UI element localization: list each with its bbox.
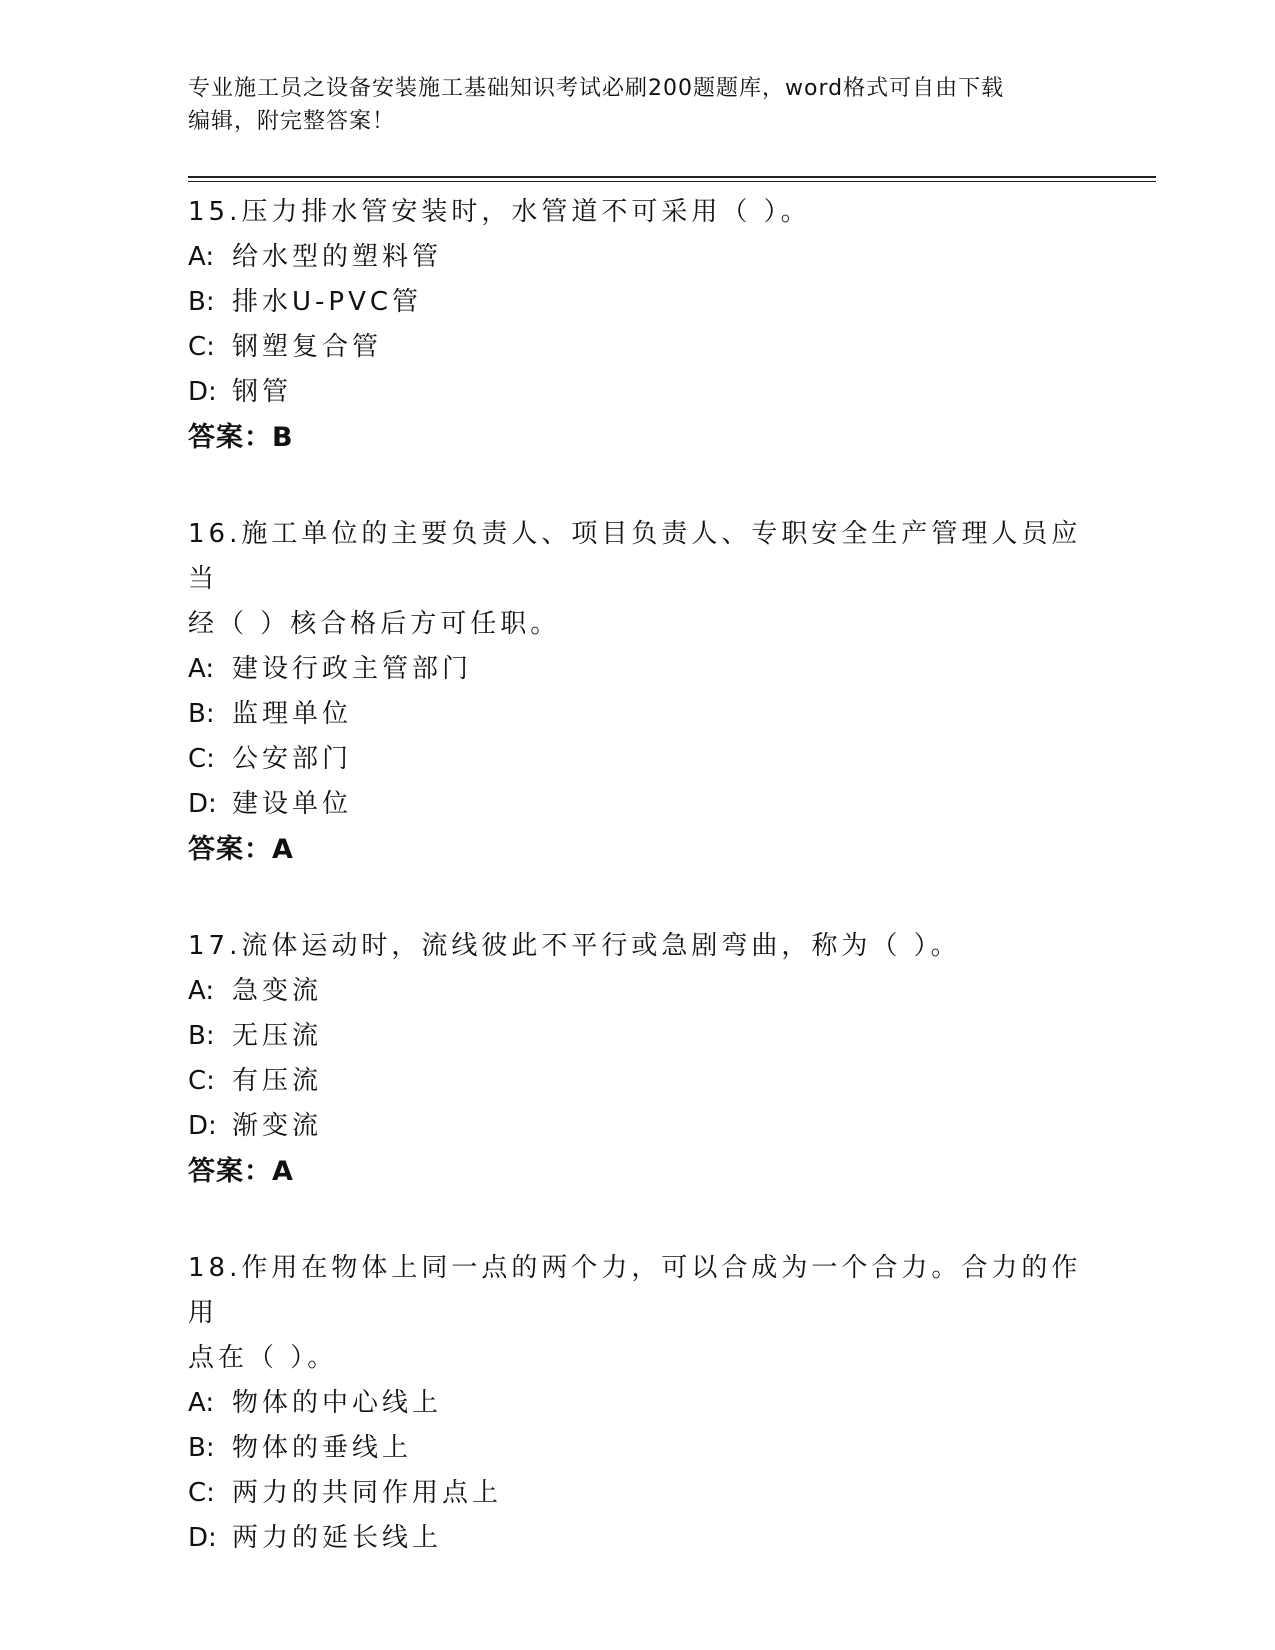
option-b bbox=[188, 1426, 1088, 1471]
option-c bbox=[188, 1471, 1088, 1516]
option-text: 无压流 bbox=[232, 1021, 323, 1051]
option-text: 建设行政主管部门 bbox=[232, 654, 473, 684]
option-text: 钢塑复合管 bbox=[232, 332, 383, 362]
question-18 bbox=[188, 1246, 1088, 1561]
option-a bbox=[188, 1381, 1088, 1426]
option-b bbox=[188, 692, 1088, 737]
option-a bbox=[188, 235, 1088, 280]
option-key: D: bbox=[188, 377, 217, 407]
option-key: C: bbox=[188, 1478, 215, 1508]
option-d bbox=[188, 370, 1088, 415]
option-d bbox=[188, 1104, 1088, 1149]
question-stem: 17.流体运动时，流线彼此不平行或急剧弯曲，称为（ ）。 bbox=[188, 931, 961, 961]
question-stem: 16.施工单位的主要负责人、项目负责人、专职安全生产管理人员应当 bbox=[188, 519, 1082, 594]
option-c bbox=[188, 325, 1088, 370]
option-text: 急变流 bbox=[232, 976, 323, 1006]
option-key: D: bbox=[188, 1111, 217, 1141]
option-key: C: bbox=[188, 1066, 215, 1096]
question-15 bbox=[188, 190, 1088, 460]
option-text: 给水型的塑料管 bbox=[232, 242, 443, 272]
option-c bbox=[188, 1059, 1088, 1104]
option-a bbox=[188, 647, 1088, 692]
option-key: C: bbox=[188, 332, 215, 362]
header-divider bbox=[188, 176, 1156, 182]
option-key: B: bbox=[188, 1433, 215, 1463]
option-text: 公安部门 bbox=[232, 744, 353, 774]
option-b bbox=[188, 280, 1088, 325]
question-16 bbox=[188, 512, 1088, 872]
option-text: 钢管 bbox=[232, 377, 293, 407]
option-key: B: bbox=[188, 1021, 215, 1051]
option-b bbox=[188, 1014, 1088, 1059]
answer-line: 答案：B bbox=[188, 422, 294, 453]
header-title-line1: 专业施工员之设备安装施工基础知识考试必刷200题题库，word格式可自由下载 bbox=[188, 76, 1005, 101]
option-key: A: bbox=[188, 1388, 215, 1418]
question-stem: 15.压力排水管安装时，水管道不可采用（ ）。 bbox=[188, 197, 811, 227]
question-stem: 18.作用在物体上同一点的两个力，可以合成为一个合力。合力的作用 bbox=[188, 1253, 1082, 1328]
answer-line: 答案：A bbox=[188, 1156, 294, 1187]
option-key: C: bbox=[188, 744, 215, 774]
option-key: B: bbox=[188, 699, 215, 729]
option-d bbox=[188, 1516, 1088, 1561]
option-key: A: bbox=[188, 654, 215, 684]
option-text: 物体的垂线上 bbox=[232, 1433, 413, 1463]
option-key: B: bbox=[188, 287, 215, 317]
document-header bbox=[188, 72, 1068, 138]
question-list bbox=[188, 190, 1088, 1613]
question-stem-continued: 点在（ ）。 bbox=[188, 1343, 338, 1373]
option-text: 渐变流 bbox=[232, 1111, 323, 1141]
option-text: 建设单位 bbox=[232, 789, 353, 819]
option-text: 物体的中心线上 bbox=[232, 1388, 443, 1418]
question-17 bbox=[188, 924, 1088, 1194]
option-text: 有压流 bbox=[232, 1066, 323, 1096]
option-key: A: bbox=[188, 242, 215, 272]
header-title-line2: 编辑，附完整答案！ bbox=[188, 109, 396, 134]
option-text: 排水U-PVC管 bbox=[232, 287, 423, 317]
option-c bbox=[188, 737, 1088, 782]
option-text: 两力的延长线上 bbox=[232, 1523, 443, 1553]
option-d bbox=[188, 782, 1088, 827]
answer-line: 答案：A bbox=[188, 834, 294, 865]
option-key: D: bbox=[188, 1523, 217, 1553]
option-text: 两力的共同作用点上 bbox=[232, 1478, 503, 1508]
option-a bbox=[188, 969, 1088, 1014]
option-key: A: bbox=[188, 976, 215, 1006]
option-text: 监理单位 bbox=[232, 699, 353, 729]
option-key: D: bbox=[188, 789, 217, 819]
question-stem-continued: 经（ ）核合格后方可任职。 bbox=[188, 609, 561, 639]
